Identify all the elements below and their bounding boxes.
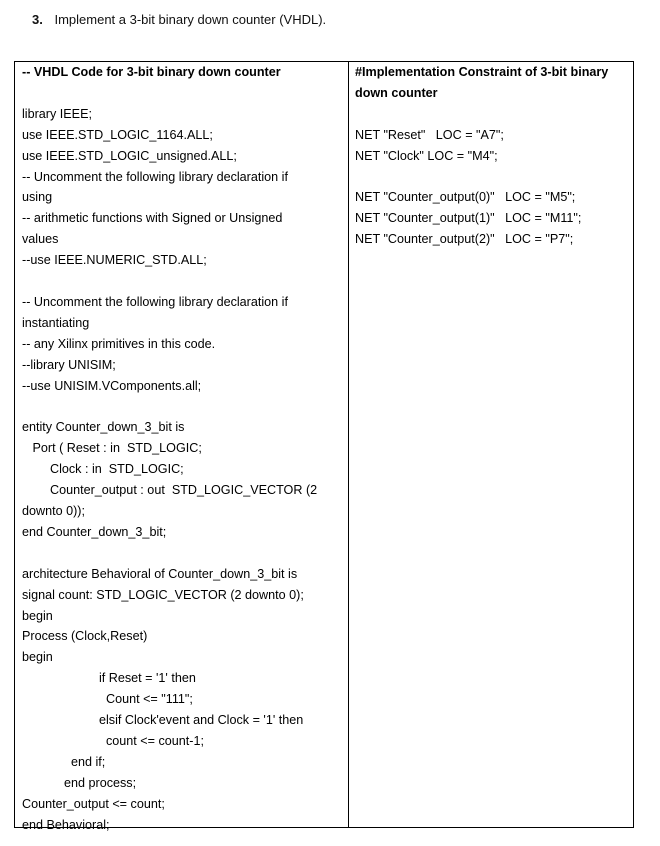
code-line: end process; bbox=[22, 775, 137, 790]
blank-line bbox=[355, 104, 630, 125]
code-line: instantiating bbox=[22, 315, 90, 330]
code-table bbox=[14, 61, 634, 832]
code-line: Clock : in STD_LOGIC; bbox=[22, 462, 184, 477]
code-line: count <= count-1; bbox=[22, 733, 204, 748]
code-line: use IEEE.STD_LOGIC_unsigned.ALL; bbox=[22, 148, 237, 163]
code-line: Count <= "111"; bbox=[22, 692, 193, 707]
constraint-line: NET "Counter_output(2)" LOC = "P7"; bbox=[355, 232, 574, 247]
code-line: -- Uncomment the following library declaration if bbox=[22, 294, 288, 309]
code-line: entity Counter_down_3_bit is bbox=[22, 420, 185, 435]
code-line: --use UNISIM.VComponents.all; bbox=[22, 378, 202, 393]
code-line: begin bbox=[22, 650, 53, 665]
code-line: Counter_output : out STD_LOGIC_VECTOR (2 bbox=[22, 483, 318, 498]
question-text: Implement a 3-bit binary down counter (VHDL). bbox=[54, 12, 327, 27]
vhdl-code-lines bbox=[22, 83, 344, 836]
constraint-line: NET "Clock" LOC = "M4"; bbox=[355, 148, 498, 163]
code-line: end Counter_down_3_bit; bbox=[22, 524, 167, 539]
code-line: -- arithmetic functions with Signed or Unsigned bbox=[22, 211, 283, 226]
code-line: end if; bbox=[22, 754, 106, 769]
constraint-line: NET "Counter_output(1)" LOC = "M11"; bbox=[355, 211, 582, 226]
blank-line bbox=[22, 543, 344, 564]
code-line: signal count: STD_LOGIC_VECTOR (2 downto 0); bbox=[22, 587, 304, 602]
column-divider bbox=[348, 62, 349, 827]
question-number: 3. bbox=[32, 12, 43, 27]
vhdl-code-header: -- VHDL Code for 3-bit binary down counter bbox=[22, 65, 281, 79]
blank-line bbox=[22, 271, 344, 292]
code-line: end Behavioral; bbox=[22, 817, 110, 832]
code-line: library IEEE; bbox=[22, 106, 92, 121]
blank-line bbox=[355, 167, 630, 188]
blank-line bbox=[22, 396, 344, 417]
code-line: begin bbox=[22, 608, 53, 623]
code-line: architecture Behavioral of Counter_down_3_bit is bbox=[22, 566, 298, 581]
code-line: if Reset = '1' then bbox=[22, 671, 196, 686]
code-line: values bbox=[22, 232, 59, 247]
code-line: Counter_output <= count; bbox=[22, 796, 165, 811]
constraint-line: NET "Counter_output(0)" LOC = "M5"; bbox=[355, 190, 576, 205]
code-line: --library UNISIM; bbox=[22, 357, 116, 372]
code-line: elsif Clock'event and Clock = '1' then bbox=[22, 713, 304, 728]
code-line: -- any Xilinx primitives in this code. bbox=[22, 336, 216, 351]
vhdl-code-column bbox=[22, 62, 344, 835]
constraint-column bbox=[355, 62, 630, 250]
code-line: use IEEE.STD_LOGIC_1164.ALL; bbox=[22, 127, 213, 142]
question-heading bbox=[32, 12, 326, 27]
code-line: downto 0)); bbox=[22, 503, 85, 518]
code-line: Port ( Reset : in STD_LOGIC; bbox=[22, 441, 202, 456]
code-line: Process (Clock,Reset) bbox=[22, 629, 148, 644]
code-line: using bbox=[22, 190, 53, 205]
constraint-header: #Implementation Constraint of 3-bit binary down counter bbox=[355, 65, 609, 100]
constraint-line: NET "Reset" LOC = "A7"; bbox=[355, 127, 504, 142]
blank-line bbox=[22, 83, 344, 104]
code-line: -- Uncomment the following library declaration if bbox=[22, 169, 288, 184]
code-line: --use IEEE.NUMERIC_STD.ALL; bbox=[22, 253, 207, 268]
constraint-lines bbox=[355, 104, 630, 250]
